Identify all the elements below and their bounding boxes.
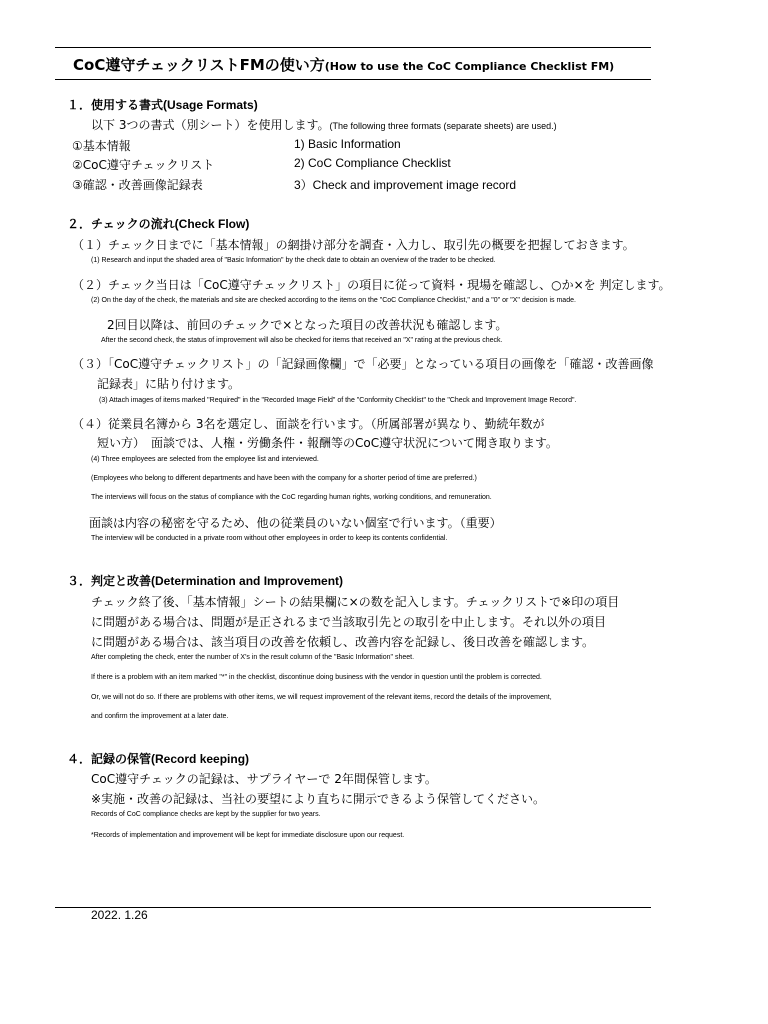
usage-item-jp-2: ②CoC遵守チェックリスト	[72, 158, 215, 172]
usage-item-en-1: 1) Basic Information	[294, 137, 401, 151]
usage-item-en-2: 2) CoC Compliance Checklist	[294, 156, 451, 170]
top-rule	[55, 47, 651, 48]
record-jp-1: CoC遵守チェックの記録は、サプライヤーで 2年間保管します。	[91, 772, 437, 786]
usage-item-jp-1: ①基本情報	[72, 139, 131, 153]
record-jp-2: ※実施・改善の記録は、当社の要望により直ちに開示できるよう保管してください。	[91, 792, 546, 806]
judge-jp-3: に問題がある場合は、該当項目の改善を依頼し、改善内容を記録し、後日改善を確認します。	[91, 635, 595, 649]
flow-step2-jp: （２）チェック当日は「CoC遵守チェックリスト」の項目に従って資料・現場を確認し、○か×を 判定します。	[72, 278, 671, 292]
flow-heading-en: (Check Flow)	[174, 217, 250, 231]
page-title-jp: CoC遵守チェックリストFMの使い方	[73, 56, 325, 74]
flow-step4b-en: The interview will be conducted in a private room without other employees in order to keep its contents confidential.	[91, 535, 448, 542]
flow-step3-en: (3) Attach images of items marked "Required" in the "Recorded Image Field" of the "Conformity Checklist" to the "Check and Improvement Image Record".	[99, 397, 577, 404]
judge-jp-1: チェック終了後、「基本情報」シートの結果欄に×の数を記入します。チェックリストで※印の項目	[91, 595, 620, 609]
judge-en-3: Or, we will not do so. If there are problems with other items, we will request improvement of the relevant items, record the details of the improvement,	[91, 694, 552, 701]
judge-en-4: and confirm the improvement at a later date.	[91, 713, 229, 720]
page-title-en: (How to use the CoC Compliance Checklist FM)	[324, 60, 615, 73]
judge-en-2: If there is a problem with an item marked "*" in the checklist, discontinue doing business with the vendor in question until the problem is corrected.	[91, 674, 542, 681]
record-heading	[67, 750, 249, 767]
usage-item-en-3: 3）Check and improvement image record	[294, 178, 517, 192]
usage-heading-jp: １．使用する書式	[67, 98, 164, 112]
title-rule	[55, 79, 651, 80]
page-title	[73, 54, 614, 75]
judge-en-1: After completing the check, enter the number of X's in the result column of the "Basic Information" sheet.	[91, 654, 415, 661]
footer-date: 2022. 1.26	[91, 908, 148, 922]
flow-step4b-jp: 面談は内容の秘密を守るため、他の従業員のいない個室で行います。（重要）	[89, 516, 502, 530]
judge-heading-en: (Determination and Improvement)	[151, 574, 344, 588]
flow-step4-en-2: (Employees who belong to different departments and have been with the company for a shorter period of time are preferred.)	[91, 475, 477, 482]
flow-step2-en: (2) On the day of the check, the materials and site are checked according to the items on the "CoC Compliance Checklist," and a "0" or "X" decision is made.	[91, 297, 576, 304]
usage-heading	[67, 96, 258, 113]
flow-step3-jp-2: 記録表」に貼り付けます。	[97, 377, 241, 391]
record-en-1: Records of CoC compliance checks are kept by the supplier for two years.	[91, 811, 321, 818]
flow-heading-jp: ２．チェックの流れ	[67, 217, 175, 231]
flow-step2b-en: After the second check, the status of improvement will also be checked for items that received an "X" rating at the previous check.	[101, 337, 503, 344]
flow-step4-en-1: (4) Three employees are selected from the employee list and interviewed.	[91, 456, 319, 463]
flow-step1-en: (1) Research and input the shaded area of "Basic Information" by the check date to obtain an overview of the trader to be checked.	[91, 257, 496, 264]
judge-heading	[67, 572, 343, 589]
usage-intro	[91, 116, 557, 133]
flow-step3-jp-1: （３）「CoC遵守チェックリスト」の「記録画像欄」で「必要」となっている項目の画像を「確認・改善画像	[72, 357, 654, 371]
flow-step2b-jp: 2回目以降は、前回のチェックで×となった項目の改善状況も確認します。	[107, 318, 508, 332]
flow-step1-jp: （１）チェック日までに「基本情報」の網掛け部分を調査・入力し、取引先の概要を把握しておきます。	[72, 238, 635, 252]
flow-step4-en-3: The interviews will focus on the status of compliance with the CoC regarding human rights, working conditions, and remuneration.	[91, 494, 492, 501]
flow-step4-jp-2: 短い方） 面談では、人権・労働条件・報酬等のCoC遵守状況について聞き取ります。	[97, 436, 558, 450]
judge-jp-2: に問題がある場合は、問題が是正されるまで当該取引先との取引を中止します。それ以外の項目	[91, 615, 607, 629]
usage-intro-jp: 以下 3つの書式（別シート）を使用します。	[91, 118, 330, 132]
usage-heading-en: (Usage Formats)	[163, 98, 258, 112]
flow-heading	[67, 215, 249, 232]
record-heading-en: (Record keeping)	[151, 752, 250, 766]
judge-heading-jp: ３．判定と改善	[67, 574, 152, 588]
flow-step4-jp-1: （４）従業員名簿から 3名を選定し、面談を行います。（所属部署が異なり、勤続年数が	[72, 417, 545, 431]
record-en-2: *Records of implementation and improvement will be kept for immediate disclosure upon our request.	[91, 832, 405, 839]
usage-item-jp-3: ③確認・改善画像記録表	[72, 178, 203, 192]
record-heading-jp: ４．記録の保管	[67, 752, 152, 766]
usage-intro-en: (The following three formats (separate sheets) are used.)	[329, 121, 557, 131]
